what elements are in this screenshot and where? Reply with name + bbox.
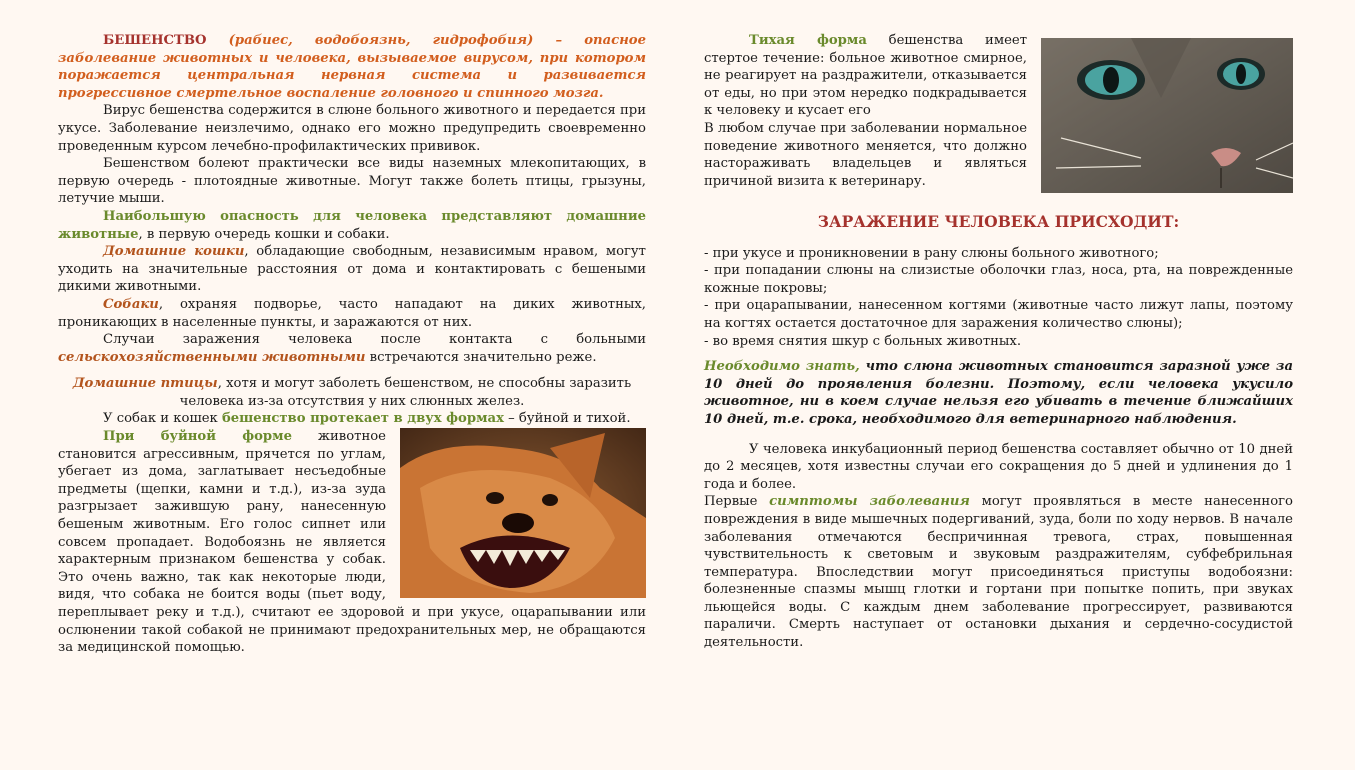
symptoms-text-start: Первые [704,494,770,510]
quiet-form-text: бешенства имеет стертое течение: больное животное смирное, не реагирует на раздражители, отказывается от еды, но при этом нередко подкрадывается к человеку и кусает его [704,33,1028,119]
birds-paragraph [58,375,646,410]
dog-image [400,428,646,598]
farm-paragraph [58,331,646,366]
dogs-text: , охраняя подворье, часто нападают на диких животных, проникающих в населенные пункты, и заражаются от них. [58,296,646,330]
note-text: что слюна животных становится заразной уже за 10 дней до проявления болезни. Поэтому, если человека укусило животное, ни в коем случае нельзя его убивать в течение ближайших 10 дней, т.е. срока, необходимого для ветеринарного наблюдения. [704,359,1293,427]
symptoms-paragraph [704,493,1293,651]
behavior-paragraph: В любом случае при заболевании нормальное поведение животного меняется, что должно настораживать владельцев и являться причиной визита к ветеринару. [704,120,1027,189]
forms-text-start: У собак и кошек [103,411,222,427]
incubation-paragraph: У человека инкубационный период бешенства составляет обычно от 10 дней до 2 месяцев, хотя известны случаи его сокращения до 5 дней и удлинения до 1 года и более. [704,441,1293,492]
cat-image [1041,38,1293,193]
infection-heading: ЗАРАЖЕНИЕ ЧЕЛОВЕКА ПРИСХОДИТ: [817,212,1180,231]
left-column [58,32,646,657]
farm-text-end: встречаются значительно реже. [365,349,597,365]
symptoms-highlight: симптомы заболевания [769,494,970,510]
dogs-highlight: Собаки [103,296,159,312]
cats-highlight: Домашние кошки [103,244,245,260]
forms-text-end: – буйной и тихой. [503,411,631,427]
infection-item-1: - при укусе и проникновении в рану слюны больного животного; [704,245,1159,261]
danger-text: , в первую очередь кошки и собаки. [138,226,390,242]
title-definition: (рабиес, водобоязнь, гидрофобия) – опасное заболевание животных и человека, вызываемое вирусом, при котором поражается центральная нервная система и развивается прогрессивное смертельное воспаление головного и спинного мозга. [58,33,646,101]
mammals-paragraph: Бешенством болеют практически все виды наземных млекопитающих, в первую очередь - плотоядные животные. Могут также болеть птицы, грызуны, летучие мыши. [58,156,646,207]
danger-highlight: Наибольшую опасность для человека представляют домашние животные [58,208,646,242]
symptoms-text: могут проявляться в месте нанесенного повреждения в виде мышечных подергиваний, зуда, боли по ходу нервов. В начале заболевания отмечаются беспричинная тревога, страх, повышенная чувствительность к световым и звуковым раздражителям, субфебрильная температура. Впоследствии могут присоединяться приступы водобоязни: болезненные спазмы мышц глотки и гортани при попытке попить, при звуках льющейся воды. С каждым днем заболевание прогрессирует, развиваются параличи. Смерть наступает от остановки дыхания и сердечно-сосудистой деятельности. [704,494,1293,651]
birds-highlight: Домашние птицы [72,376,218,392]
birds-text: , хотя и могут заболеть бешенством, не способны заразить человека из-за отсутствия у них слюнных желез. [179,376,632,409]
note-paragraph [704,358,1293,428]
farm-text-start: Случаи заражения человека после контакта с больными [103,332,646,348]
forms-highlight: бешенство протекает в двух формах [221,411,504,427]
danger-paragraph [58,208,646,243]
violent-form-highlight: При буйной форме [103,429,292,445]
cats-paragraph [58,243,646,296]
cats-text: , обладающие свободным, независимым нравом, могут уходить на значительные расстояния от дома и контактировать с бешеными дикими животными. [58,244,646,295]
forms-paragraph [58,410,646,428]
page-title: БЕШЕНСТВО [103,33,207,48]
right-column [704,32,1293,652]
infection-item-3: - при оцарапывании, нанесенном когтями (животные часто лижут лапы, поэтому на когтях остается достаточное для заражения количество слюны); [704,298,1293,331]
infection-item-2: - при попадании слюны на слизистые оболочки глаз, носа, рта, на поврежденные кожные покровы; [704,263,1293,296]
farm-highlight: сельскохозяйственными животными [58,349,366,365]
infection-item-4: - во время снятия шкур с больных животных. [704,333,1022,349]
dogs-paragraph [58,296,646,331]
intro-paragraph [58,32,646,102]
violent-form-text: животное становится агрессивным, прячется по углам, убегает из дома, заглатывает несъедобные предметы (щепки, камни и т.д.), из-за зуда разгрызает зажившую рану, нанесенную бешеным животным. Его голос сипнет или совсем пропадает. Водобоязнь не является характерным признаком бешенства у собак. Это очень важно, так как некоторые люди, видя, что собака не боится воды (пьет воду, переплывает реку и т.д.), считают ее здоровой и при укусе, оцарапывании или ослюнении такой собакой не принимают предохранительных мер, не обращаются за медицинской помощью. [58,429,646,656]
virus-paragraph: Вирус бешенства содержится в слюне больного животного и передается при укусе. Заболевание неизлечимо, однако его можно предупредить своевременно проведенным курсом лечебно-профилактических прививок. [58,103,646,154]
quiet-form-highlight: Тихая форма [749,33,867,48]
note-highlight: Необходимо знать, [704,359,860,375]
